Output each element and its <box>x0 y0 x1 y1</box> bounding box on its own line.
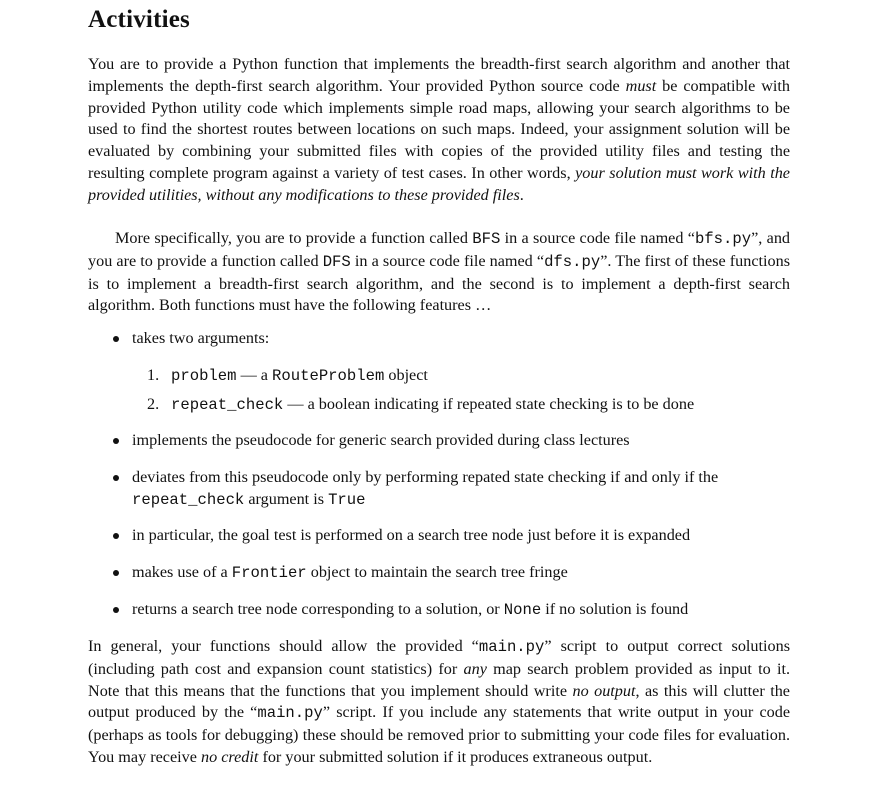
bullet-icon <box>113 475 119 481</box>
text-run: returns a search tree node corresponding to a solution, or <box>132 600 504 618</box>
list-item <box>113 599 790 622</box>
text-run: ”, and you are to provide a function called <box>88 229 791 270</box>
code-dfs: DFS <box>322 252 351 271</box>
text-run: You are to provide a Python function that implements the breadth-first search algorithm and another that implements the depth-first search algorithm. Your provided Python source code <box>88 55 790 95</box>
emphasis-requirement: your solution must work with the provided utilities, without any modifications to these provided files <box>88 163 790 204</box>
bullet-icon <box>113 438 119 444</box>
code-bfs-file: bfs.py <box>694 230 752 248</box>
list-item <box>113 328 790 350</box>
emphasis-no-output: no output <box>572 681 636 700</box>
intro-paragraph <box>88 54 790 207</box>
code-routeproblem: RouteProblem <box>272 367 385 385</box>
text-run: if no solution is found <box>541 600 689 618</box>
emphasis-must: must <box>625 76 657 95</box>
bullet-icon <box>113 336 119 342</box>
code-repeat-check: repeat_check <box>171 396 284 414</box>
text-run: ” script. If you include any statements that write output in your code (perhaps as tools for debugging) these should be removed prior to submitting your code files for evaluation. You may receive <box>88 703 790 766</box>
code-main-file: main.py <box>257 704 323 723</box>
text-run: object to maintain the search tree fringe <box>306 563 568 581</box>
list-item-text: in particular, the goal test is performed on a search tree node just before it is expanded <box>132 526 691 544</box>
text-run: — a boolean indicating if repeated state checking is to be done <box>283 395 695 413</box>
text-run: — a <box>236 366 273 384</box>
bullet-icon <box>113 570 119 576</box>
section-title: Activities <box>88 6 190 33</box>
text-run: object <box>384 366 428 384</box>
argument-item <box>147 365 428 388</box>
text-run: More specifically, you are to provide a function called <box>115 229 473 247</box>
text-run: In general, your functions should allow the provided “ <box>88 637 479 655</box>
code-problem: problem <box>171 367 237 385</box>
text-run: , as this will clutter the output produced by the “ <box>88 681 790 722</box>
list-item <box>113 430 790 452</box>
text-run: map search problem provided as input to it. Note that this means that the functions that you implement should write <box>88 659 790 700</box>
closing-paragraph <box>88 636 790 769</box>
code-main-file: main.py <box>478 638 545 656</box>
list-item-text <box>132 562 790 585</box>
argument-item <box>147 394 694 417</box>
text-run: in a source code file named “ <box>350 251 545 270</box>
text-run: for your submitted solution if it produces extraneous output. <box>258 747 653 766</box>
list-item-text <box>132 467 790 512</box>
text-run: makes use of a <box>132 563 232 581</box>
bullet-icon <box>113 607 119 613</box>
list-item-text: implements the pseudocode for generic search provided during class lectures <box>132 431 630 449</box>
code-repeat-check: repeat_check <box>132 490 245 509</box>
text-run: ” script to output correct solutions (including path cost and expansion count statistics) for <box>88 637 790 678</box>
emphasis-any: any <box>463 659 487 678</box>
text-run: deviates from this pseudocode only by performing repated state checking if and only if the <box>132 468 719 486</box>
text-run: be compatible with provided Python utility code which implements simple road maps, allowing your search algorithms to be used to find the shortest routes between locations on such maps. Indeed, your assignment solution will be evaluated by combining your submitted files with copies of the provided utility files and testing the resulting complete program against a variety of test cases. In other words, <box>88 76 791 182</box>
enum-number: 1. <box>147 366 160 384</box>
list-item-text: takes two arguments: <box>132 329 270 347</box>
enum-number: 2. <box>147 395 160 413</box>
code-dfs-file: dfs.py <box>544 252 601 271</box>
code-frontier: Frontier <box>231 564 307 582</box>
specifics-paragraph <box>88 228 790 317</box>
bullet-icon <box>113 533 119 539</box>
code-none: None <box>503 601 542 619</box>
text-run: ”. The first of these functions is to implement a breadth-first search algorithm, and the second is to implement a depth-first search algorithm. Both functions must have the following features … <box>88 251 790 315</box>
list-item <box>113 467 790 512</box>
code-bfs: BFS <box>472 230 501 248</box>
code-true: True <box>328 490 366 509</box>
list-item-text <box>132 599 790 622</box>
emphasis-no-credit: no credit <box>201 747 259 766</box>
text-run: argument is <box>244 489 329 508</box>
text-run: . <box>519 185 524 204</box>
list-item <box>113 562 790 585</box>
text-run: in a source code file named “ <box>500 229 695 247</box>
list-item <box>113 525 790 547</box>
